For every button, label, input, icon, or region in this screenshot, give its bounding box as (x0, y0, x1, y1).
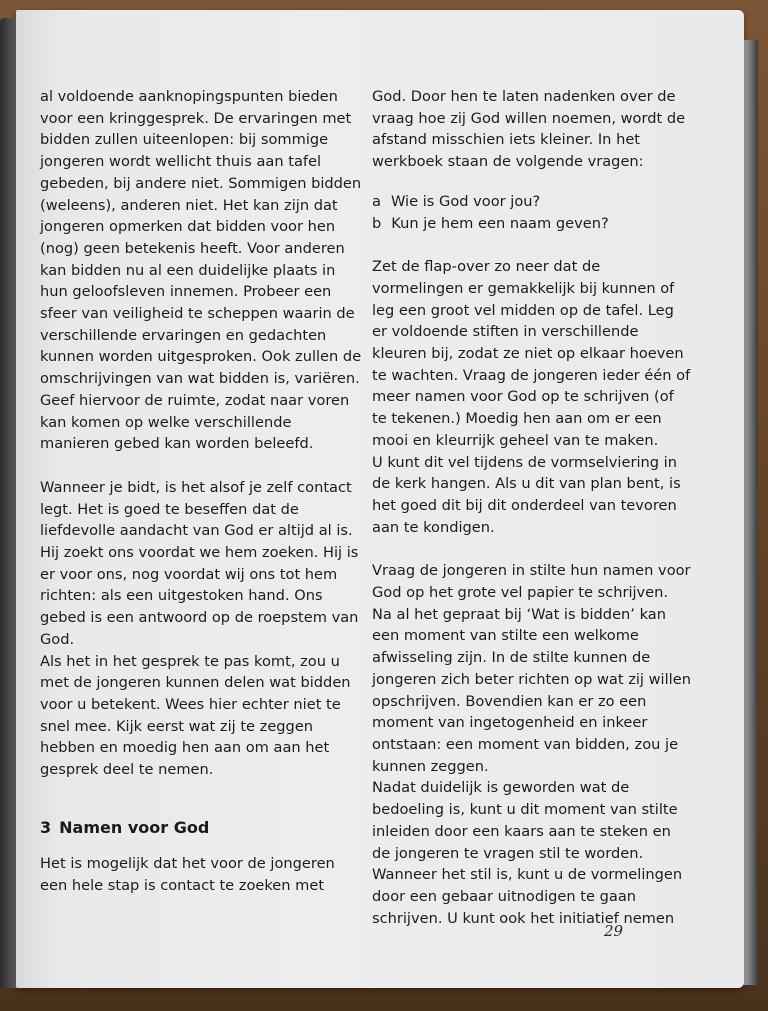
paragraph: al voldoende aanknopingspunten bieden voor een kringgesprek. De ervaringen met bidden zullen uiteenlopen: bij sommige jongeren wordt wellicht thuis aan tafel gebeden, bij andere niet. Sommigen bidden (weleens), anderen niet. Het kan zijn dat jongeren opmerken dat bidden voor hen (nog) geen betekenis heeft. Voor anderen kan bidden nu al een duidelijke plaats in hun geloofsleven innemen. Probeer een sfeer van veiligheid te scheppen waarin de verschillende ervaringen en gedachten kunnen worden uitgesproken. Ook zullen de omschrijvingen van wat bidden is, variëren. Geef hiervoor de ruimte, zodat naar voren kan komen op welke verschillende manieren gebed kan worden beleefd. (40, 88, 362, 453)
question-text: Kun je hem een naam geven? (391, 214, 609, 232)
right-column (372, 86, 692, 929)
question-item (372, 213, 692, 235)
page-number: 29 (604, 922, 624, 940)
paragraph: Vraag de jongeren in stilte hun namen voor God op het grote vel papier te schrijven. Na al het gepraat bij ‘Wat is bidden’ kan een moment van stilte een welkome afwisseling zijn. In de stilte kunnen de jongeren zich beter richten op wat zij willen opschrijven. Bovendien kan er zo een moment van ingetogenheid en inkeer ontstaan: een moment van bidden, zou je kunnen zeggen. (372, 562, 691, 775)
book-page (16, 10, 744, 988)
question-text: Wie is God voor jou? (390, 192, 541, 210)
paragraph: Het is mogelijk dat het voor de jongeren een hele stap is contact te zoeken met (40, 854, 335, 894)
section-title: Namen voor God (59, 817, 210, 837)
question-letter: b (372, 214, 382, 232)
section-heading (40, 803, 362, 853)
paragraph: Nadat duidelijk is geworden wat de bedoeling is, kunt u dit moment van stilte inleiden door een kaars aan te steken en de jongeren te vragen stil te worden. Wanneer het stil is, kunt u de vormelingen door een gebaar uitnodigen te gaan schrijven. U kunt ook het initiatief nemen (372, 779, 683, 927)
left-column (40, 86, 362, 896)
paragraph: God. Door hen te laten nadenken over de vraag hoe zij God willen noemen, wordt de afstand misschien iets kleiner. In het werkboek staan de volgende vragen: (372, 88, 686, 171)
paragraph: Wanneer je bidt, is het alsof je zelf contact legt. Het is goed te beseffen dat de liefdevolle aandacht van God er altijd al is. Hij zoekt ons voordat we hem zoeken. Hij is er voor ons, nog voordat wij ons tot hem richten: als een uitgestoken hand. Ons gebed is een antwoord op de roepstem van God. (40, 478, 359, 648)
paragraph: U kunt dit vel tijdens de vormselviering in de kerk hangen. Als u dit van plan bent, is het goed dit bij dit onderdeel van tevoren aan te kondigen. (372, 453, 681, 536)
paragraph: Als het in het gesprek te pas komt, zou u met de jongeren kunnen delen wat bidden voor u betekent. Wees hier echter niet te snel mee. Kijk eerst wat zij te zeggen hebben en moedig hen aan om aan het gesprek deel te nemen. (40, 652, 351, 779)
section-number: 3 (40, 817, 52, 837)
question-item (372, 191, 692, 213)
paragraph: Zet de flap-over zo neer dat de vormelingen er gemakkelijk bij kunnen of leg een groot vel midden op de tafel. Leg er voldoende stiften in verschillende kleuren bij, zodat ze niet op elkaar hoeven te wachten. Vraag de jongeren ieder één of meer namen voor God op te schrijven (of te tekenen.) Moedig hen aan om er een mooi en kleurrijk geheel van te maken. (372, 258, 691, 449)
question-letter: a (372, 192, 381, 210)
page-edge (742, 40, 758, 985)
